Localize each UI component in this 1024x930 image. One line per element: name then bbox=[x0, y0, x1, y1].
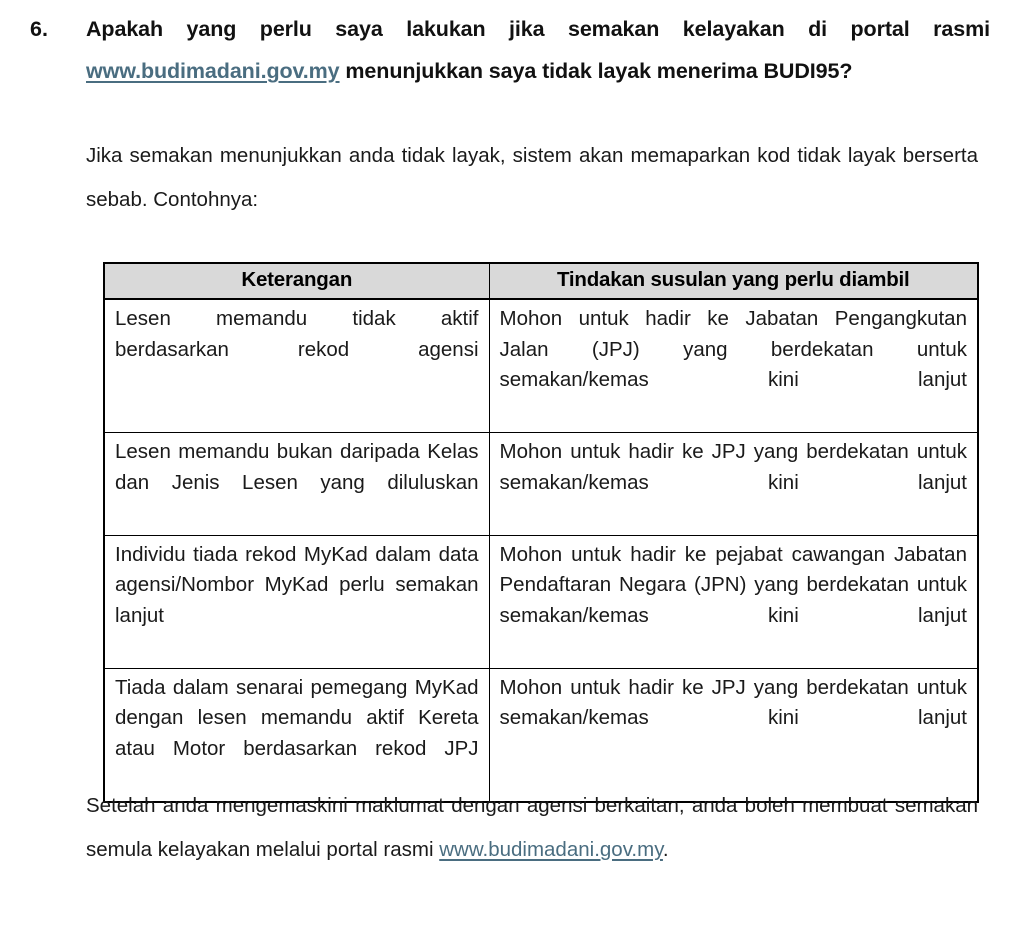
eligibility-table-wrapper bbox=[103, 262, 977, 803]
budimadani-link-heading[interactable]: www.budimadani.gov.my bbox=[86, 59, 340, 83]
table-cell-tindakan bbox=[489, 299, 978, 433]
question-text-after-link: menunjukkan saya tidak layak menerima BUDI95? bbox=[339, 59, 853, 83]
outro-paragraph bbox=[86, 784, 978, 872]
outro-text-before-link: Setelah anda mengemaskini maklumat dengan agensi berkaitan, anda boleh membuat semakan semula kelayakan melalui portal rasmi bbox=[86, 794, 978, 861]
table-cell-keterangan bbox=[104, 535, 489, 668]
table-header-tindakan: Tindakan susulan yang perlu diambil bbox=[489, 263, 978, 299]
eligibility-table bbox=[103, 262, 979, 803]
cell-text: Tiada dalam senarai pemegang MyKad dengan lesen memandu aktif Kereta atau Motor berdasarkan rekod JPJ bbox=[115, 675, 479, 760]
budimadani-link-footer[interactable]: www.budimadani.gov.my bbox=[439, 838, 663, 861]
cell-text: Mohon untuk hadir ke JPJ yang berdekatan untuk semakan/kemas kini lanjut bbox=[499, 440, 967, 494]
table-cell-keterangan bbox=[104, 433, 489, 536]
question-number: 6. bbox=[30, 17, 48, 41]
table-row bbox=[104, 299, 978, 433]
table-header-keterangan: Keterangan bbox=[104, 263, 489, 299]
cell-text: Lesen memandu bukan daripada Kelas dan Jenis Lesen yang diluluskan bbox=[115, 440, 479, 494]
cell-text: Lesen memandu tidak aktif berdasarkan rekod agensi bbox=[115, 307, 479, 361]
question-title bbox=[86, 8, 990, 92]
table-row bbox=[104, 535, 978, 668]
table-cell-tindakan bbox=[489, 433, 978, 536]
outro-text-after-link: . bbox=[662, 838, 669, 861]
cell-text: Mohon untuk hadir ke Jabatan Pengangkutan Jalan (JPJ) yang berdekatan untuk semakan/kemas kini lanjut bbox=[499, 307, 967, 391]
cell-text: Individu tiada rekod MyKad dalam data agensi/Nombor MyKad perlu semakan lanjut bbox=[115, 542, 479, 627]
question-heading bbox=[30, 8, 990, 92]
cell-text: Mohon untuk hadir ke pejabat cawangan Jabatan Pendaftaran Negara (JPN) yang berdekatan untuk semakan/kemas kini lanjut bbox=[499, 542, 967, 627]
table-row bbox=[104, 433, 978, 536]
table-header-row bbox=[104, 263, 978, 299]
question-text-before-link: Apakah yang perlu saya lakukan jika semakan kelayakan di portal rasmi bbox=[86, 17, 990, 41]
table-cell-keterangan bbox=[104, 668, 489, 802]
cell-text: Mohon untuk hadir ke JPJ yang berdekatan untuk semakan/kemas kini lanjut bbox=[499, 675, 967, 729]
table-row bbox=[104, 668, 978, 802]
table-body bbox=[104, 299, 978, 802]
table-head bbox=[104, 263, 978, 299]
table-cell-tindakan bbox=[489, 535, 978, 668]
intro-paragraph: Jika semakan menunjukkan anda tidak layak, sistem akan memaparkan kod tidak layak berserta sebab. Contohnya: bbox=[86, 144, 978, 211]
table-cell-tindakan bbox=[489, 668, 978, 802]
table-cell-keterangan bbox=[104, 299, 489, 433]
